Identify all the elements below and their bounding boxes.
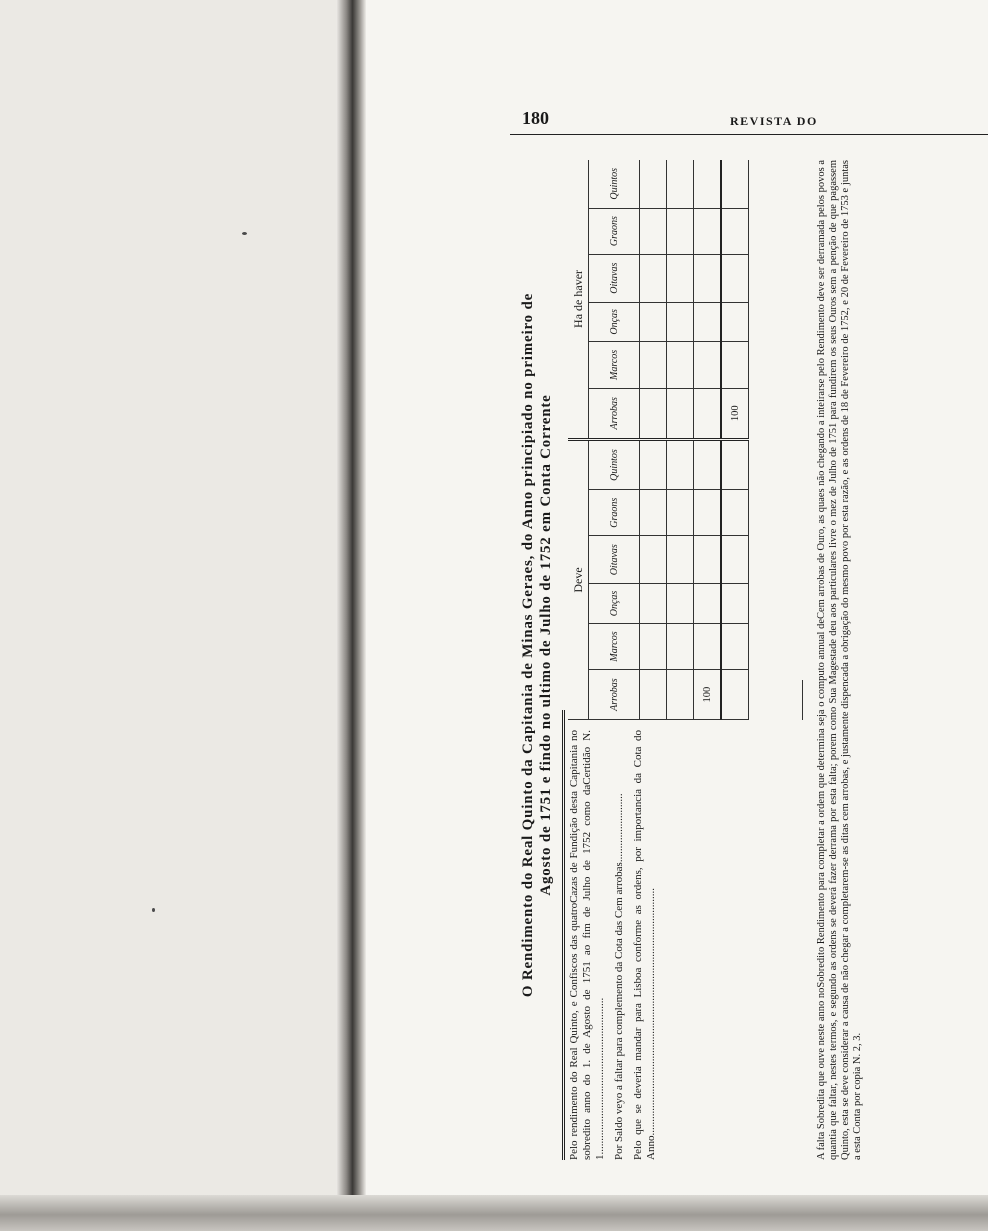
entry-text: Pelo que se deveria mandar para Lisboa conforme as ordens, por importancia da Cota do Anno.......................................................................................... bbox=[632, 730, 657, 1160]
unit-header: Quintos bbox=[589, 439, 640, 489]
amount-cell bbox=[667, 584, 694, 624]
unit-header: Quintos bbox=[589, 160, 640, 208]
amount-cell bbox=[667, 388, 694, 439]
title-line-2: Agosto de 1751 e findo no ultimo de Julho de 1752 em Conta Corrente bbox=[538, 394, 554, 896]
amount-cell bbox=[667, 254, 694, 302]
total-cell: 100 bbox=[721, 388, 749, 439]
total-cell bbox=[721, 302, 749, 342]
unit-header: Graons bbox=[589, 490, 640, 536]
amount-cell bbox=[667, 490, 694, 536]
section-dash bbox=[802, 680, 803, 720]
amount-cell bbox=[667, 439, 694, 489]
unit-header: Oitavas bbox=[589, 536, 640, 584]
amount-cell bbox=[640, 439, 667, 489]
amount-cell bbox=[694, 584, 722, 624]
amounts-grid bbox=[568, 160, 808, 720]
group-haver: Ha de haver bbox=[568, 160, 589, 439]
amount-cell bbox=[667, 160, 694, 208]
amount-cell bbox=[667, 342, 694, 388]
page-number: 180 bbox=[522, 108, 549, 128]
amount-cell bbox=[694, 342, 722, 388]
amount-cell bbox=[640, 388, 667, 439]
scan-left-margin bbox=[0, 0, 340, 1231]
total-cell bbox=[721, 536, 749, 584]
unit-header: Graons bbox=[589, 208, 640, 254]
unit-header: Arrobas bbox=[589, 388, 640, 439]
amount-cell bbox=[667, 670, 694, 720]
entry-text: Pelo rendimento do Real Quinto, e Confiscos das quatroCazas de Fundição desta Capitania no sobredito anno do 1. de Agosto de 1751 ao fim de Julho de 1752 como daCertidão N. 1......................................................... bbox=[568, 730, 606, 1160]
amount-cell bbox=[694, 388, 722, 439]
amount-cell bbox=[640, 490, 667, 536]
total-cell bbox=[721, 254, 749, 302]
total-cell bbox=[721, 160, 749, 208]
dust-speck bbox=[152, 908, 155, 912]
amount-cell bbox=[694, 254, 722, 302]
amount-cell bbox=[640, 208, 667, 254]
document-title bbox=[520, 150, 555, 1140]
unit-header: Onças bbox=[589, 584, 640, 624]
amount-cell bbox=[640, 536, 667, 584]
amount-cell bbox=[694, 208, 722, 254]
amount-cell: 100 bbox=[694, 670, 722, 720]
amount-cell bbox=[667, 623, 694, 669]
amount-cell bbox=[640, 584, 667, 624]
header-rule bbox=[510, 134, 988, 135]
rotated-content bbox=[520, 150, 965, 1160]
title-rule bbox=[562, 710, 565, 1160]
total-cell bbox=[721, 439, 749, 489]
table-row bbox=[694, 160, 722, 720]
group-deve: Deve bbox=[568, 439, 589, 719]
amount-cell bbox=[640, 160, 667, 208]
entries-description-column bbox=[568, 730, 664, 1160]
amount-cell bbox=[694, 490, 722, 536]
amount-cell bbox=[640, 302, 667, 342]
amount-cell bbox=[640, 254, 667, 302]
amount-cell bbox=[667, 208, 694, 254]
running-head: REVISTA DO bbox=[730, 114, 818, 128]
title-line-1: O Rendimento do Real Quinto da Capitania de Minas Geraes, do Anno principiado no primeiro de bbox=[520, 292, 536, 998]
footnote-paragraph: A falta Sobredita que ouve neste anno noSobredito Rendimento para completar a ordem que determina seja o computo annual deCem arrobas de Ouro, as quaes não chegando a inteirarse pelo Rendimento deve ser derramada pelos povos a quantia que faltar, nestes termos, e segundo as ordens se deverá fazer derrama por esta falta; porem como Sua Magestade deu aos particulares livre o mez de Julho de 1751 para fundirem os seus Ouros sem a penção de que pagassem Quinto, esta se deve considerar a causa de não chegar a completarem-se as ditas cem arrobas, e justamente dispencada a obrigação do mesmo povo por esta razão, e as ordens de 18 de Fevereiro de 1752, e 20 de Fevereiro de 1753 e juntas a esta Conta por copia N. 2, 3. bbox=[816, 160, 863, 1160]
scan-bottom-edge bbox=[0, 1195, 988, 1231]
amount-cell bbox=[667, 536, 694, 584]
total-cell bbox=[721, 623, 749, 669]
amount-cell bbox=[640, 623, 667, 669]
amount-cell bbox=[694, 536, 722, 584]
amount-cell bbox=[640, 342, 667, 388]
total-cell bbox=[721, 208, 749, 254]
total-cell bbox=[721, 342, 749, 388]
amount-cell bbox=[667, 302, 694, 342]
amounts-table bbox=[568, 160, 749, 720]
amount-cell bbox=[694, 439, 722, 489]
unit-header: Marcos bbox=[589, 623, 640, 669]
totals-row bbox=[721, 160, 749, 720]
amount-cell bbox=[640, 670, 667, 720]
unit-header: Oitavas bbox=[589, 254, 640, 302]
amount-cell bbox=[694, 160, 722, 208]
total-cell bbox=[721, 490, 749, 536]
unit-header: Marcos bbox=[589, 342, 640, 388]
total-cell bbox=[721, 584, 749, 624]
unit-header: Arrobas bbox=[589, 670, 640, 720]
table-row bbox=[667, 160, 694, 720]
dust-speck bbox=[242, 232, 247, 235]
book-gutter-shadow bbox=[336, 0, 366, 1231]
table-row bbox=[640, 160, 667, 720]
entry-text: Por Saldo veyo a faltar para complemento da Cota das Cem arrobas......................... bbox=[613, 793, 625, 1160]
amount-cell bbox=[694, 623, 722, 669]
unit-header: Onças bbox=[589, 302, 640, 342]
total-cell bbox=[721, 670, 749, 720]
amount-cell bbox=[694, 302, 722, 342]
